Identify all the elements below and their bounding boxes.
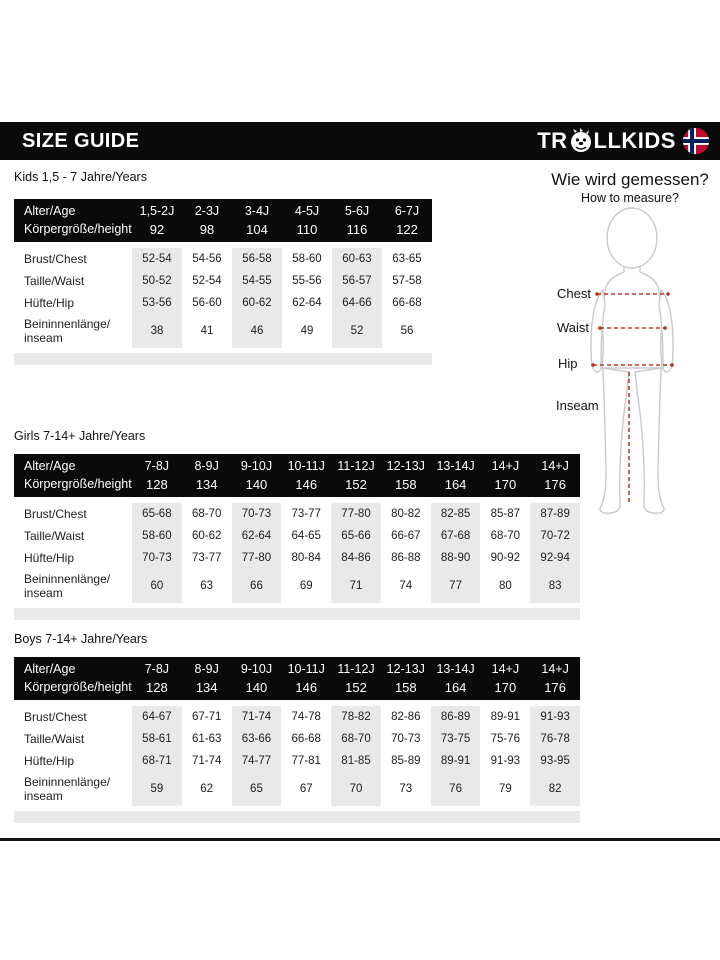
table-cell: 66-67 <box>391 530 421 542</box>
table-cell: 85-87 <box>490 508 521 520</box>
table-cell: 81-85 <box>331 750 381 772</box>
row-label: Körpergröße/height <box>24 680 132 694</box>
table-cell: 60 <box>132 569 182 603</box>
table-cell: 59 <box>132 772 182 806</box>
table-cell: 52-54 <box>132 248 182 270</box>
table-cell: 7-8J <box>144 459 170 473</box>
table-cell: 2-3J <box>194 204 220 218</box>
table-cell: 77 <box>431 569 481 603</box>
kids-section-title: Kids 1,5 - 7 Jahre/Years <box>14 170 147 184</box>
table-cell: 88-90 <box>431 547 481 569</box>
table-cell: 13-14J <box>436 662 475 676</box>
table-cell: 8-9J <box>194 459 219 473</box>
table-cell: 74-77 <box>232 750 282 772</box>
table-cell: 68-70 <box>331 728 381 750</box>
table-cell: 77-81 <box>291 755 321 767</box>
table-cell: 49 <box>300 325 314 337</box>
header-row <box>14 660 580 678</box>
table-cell: 58-60 <box>132 525 182 547</box>
table-cell: 14+J <box>541 662 569 676</box>
table-cell: 67-68 <box>431 525 481 547</box>
table-cell: 71-74 <box>191 755 222 767</box>
boys-section-title: Boys 7-14+ Jahre/Years <box>14 632 148 646</box>
table-cell: 56-57 <box>332 270 382 292</box>
table-cell: 9-10J <box>240 459 273 473</box>
kids-size-table <box>14 199 432 365</box>
table-cell: 41 <box>200 325 214 337</box>
chest-label: Chest <box>557 286 591 301</box>
waist-label: Waist <box>557 320 590 335</box>
row-label: Taille/Waist <box>24 274 85 288</box>
table-cell: 68-70 <box>490 530 521 542</box>
table-cell: 74 <box>399 580 413 592</box>
page-title: SIZE GUIDE <box>22 129 140 152</box>
table-cell: 64-65 <box>291 530 321 542</box>
table-cell: 89-91 <box>490 711 521 723</box>
row-label-line2: inseam <box>24 789 63 803</box>
table-cell: 6-7J <box>394 204 420 218</box>
table-header <box>14 199 432 242</box>
table-cell: 71 <box>331 569 381 603</box>
table-cell: 170 <box>494 679 517 695</box>
table-row <box>14 772 580 806</box>
table-row <box>14 525 580 547</box>
header-row <box>14 220 432 238</box>
table-cell: 52 <box>332 314 382 348</box>
table-cell: 176 <box>544 476 566 492</box>
table-cell: 46 <box>232 314 282 348</box>
table-cell: 68-70 <box>191 508 222 520</box>
row-label: Alter/Age <box>24 204 76 218</box>
table-cell: 64-67 <box>132 706 182 728</box>
bottom-divider-line <box>0 838 720 841</box>
table-cell: 86-89 <box>431 706 481 728</box>
table-cell: 73 <box>399 783 413 795</box>
table-cell: 164 <box>444 679 467 695</box>
table-cell: 62-64 <box>292 297 322 309</box>
table-cell: 63 <box>200 580 214 592</box>
row-label-line2: inseam <box>24 331 63 345</box>
table-row <box>14 314 432 348</box>
brand-wordmark <box>537 128 676 154</box>
header-row <box>14 678 580 696</box>
table-cell: 77-80 <box>232 547 282 569</box>
table-cell: 87-89 <box>530 503 580 525</box>
troll-face-icon <box>569 128 593 154</box>
table-cell: 69 <box>299 580 313 592</box>
table-cell: 104 <box>246 221 268 237</box>
table-cell: 90-92 <box>490 552 521 564</box>
table-cell: 158 <box>394 679 417 695</box>
measure-title-german: Wie wird gemessen? <box>551 170 709 189</box>
table-cell: 66-68 <box>392 297 422 309</box>
table-cell: 84-86 <box>331 547 381 569</box>
table-cell: 91-93 <box>490 755 521 767</box>
table-cell: 128 <box>146 679 168 695</box>
table-header <box>14 454 580 497</box>
table-cell: 70-73 <box>232 503 282 525</box>
table-cell: 70-73 <box>391 733 421 745</box>
table-cell: 4-5J <box>294 204 320 218</box>
table-cell: 1,5-2J <box>139 204 175 218</box>
table-cell: 8-9J <box>194 662 219 676</box>
row-label: Alter/Age <box>24 662 76 676</box>
table-cell: 89-91 <box>431 750 481 772</box>
table-cell: 14+J <box>541 459 569 473</box>
table-row <box>14 728 580 750</box>
table-cell: 140 <box>245 679 268 695</box>
row-label: Brust/Chest <box>24 252 87 266</box>
brand-text-prefix: TR <box>537 128 568 153</box>
table-footer-strip <box>14 353 432 365</box>
table-cell: 14+J <box>491 662 520 676</box>
table-cell: 76 <box>431 772 481 806</box>
table-cell: 54-55 <box>232 270 282 292</box>
body-outline <box>591 208 673 513</box>
table-cell: 70 <box>331 772 381 806</box>
table-cell: 80 <box>498 580 512 592</box>
table-row <box>14 270 432 292</box>
table-cell: 110 <box>296 221 318 237</box>
table-cell: 64-66 <box>332 292 382 314</box>
header-row <box>14 475 580 493</box>
table-cell: 122 <box>396 221 418 237</box>
row-label: Hüfte/Hip <box>24 754 75 768</box>
table-cell: 66-68 <box>291 733 321 745</box>
table-cell: 70-73 <box>132 547 182 569</box>
table-cell: 11-12J <box>337 662 375 676</box>
table-cell: 65 <box>232 772 282 806</box>
table-cell: 134 <box>195 679 218 695</box>
row-label: Hüfte/Hip <box>24 551 75 565</box>
table-cell: 82 <box>530 772 580 806</box>
table-cell: 152 <box>345 476 367 492</box>
table-cell: 65-66 <box>331 525 381 547</box>
table-cell: 170 <box>494 476 517 492</box>
table-cell: 62 <box>200 783 214 795</box>
row-label: Körpergröße/height <box>24 477 132 491</box>
table-row <box>14 569 580 603</box>
table-cell: 11-12J <box>337 459 375 473</box>
table-cell: 80-84 <box>291 552 321 564</box>
table-cell: 164 <box>444 476 467 492</box>
table-cell: 74-78 <box>291 711 321 723</box>
table-cell: 67-71 <box>191 711 222 723</box>
table-header <box>14 657 580 700</box>
table-cell: 66 <box>232 569 282 603</box>
table-cell: 134 <box>195 476 218 492</box>
row-label: Brust/Chest <box>24 507 87 521</box>
table-cell: 73-77 <box>191 552 222 564</box>
table-cell: 158 <box>394 476 417 492</box>
table-cell: 12-13J <box>386 662 425 676</box>
header-row <box>14 202 432 220</box>
table-cell: 140 <box>245 476 268 492</box>
table-cell: 60-62 <box>191 530 222 542</box>
table-cell: 10-11J <box>287 459 325 473</box>
table-row <box>14 503 580 525</box>
table-cell: 70-72 <box>530 525 580 547</box>
row-label: Alter/Age <box>24 459 76 473</box>
table-cell: 5-6J <box>344 204 370 218</box>
table-cell: 71-74 <box>232 706 282 728</box>
table-cell: 176 <box>544 679 566 695</box>
table-row <box>14 292 432 314</box>
row-label: Beininnenlänge/ inseam <box>14 317 132 345</box>
table-footer-strip <box>14 608 580 620</box>
row-label: Taille/Waist <box>24 732 85 746</box>
inseam-label: Inseam <box>556 398 599 413</box>
table-cell: 146 <box>295 476 318 492</box>
table-cell: 83 <box>530 569 580 603</box>
table-body <box>14 503 580 603</box>
table-cell: 65-68 <box>132 503 182 525</box>
table-cell: 56-58 <box>232 248 282 270</box>
table-cell: 82-86 <box>391 711 421 723</box>
row-label: Körpergröße/height <box>24 222 132 236</box>
table-footer-strip <box>14 811 580 823</box>
table-cell: 57-58 <box>392 275 422 287</box>
table-body <box>14 248 432 348</box>
table-cell: 58-61 <box>132 728 182 750</box>
measure-title-english: How to measure? <box>581 191 679 205</box>
table-cell: 58-60 <box>292 253 322 265</box>
table-cell: 92-94 <box>530 547 580 569</box>
table-cell: 79 <box>498 783 512 795</box>
table-cell: 14+J <box>491 459 520 473</box>
table-cell: 52-54 <box>192 275 222 287</box>
table-cell: 50-52 <box>132 270 182 292</box>
table-cell: 60-62 <box>232 292 282 314</box>
table-cell: 9-10J <box>240 662 273 676</box>
row-label: Taille/Waist <box>24 529 85 543</box>
table-row <box>14 750 580 772</box>
table-cell: 98 <box>199 221 215 237</box>
table-cell: 63-65 <box>392 253 422 265</box>
table-cell: 13-14J <box>436 459 475 473</box>
girls-size-table <box>14 454 580 620</box>
table-cell: 93-95 <box>530 750 580 772</box>
table-cell: 12-13J <box>386 459 425 473</box>
table-cell: 67 <box>299 783 313 795</box>
table-cell: 56-60 <box>192 297 222 309</box>
table-cell: 54-56 <box>192 253 222 265</box>
table-row <box>14 248 432 270</box>
table-cell: 53-56 <box>132 292 182 314</box>
table-cell: 75-76 <box>490 733 521 745</box>
table-cell: 10-11J <box>287 662 325 676</box>
brand-bar <box>0 122 720 160</box>
row-label-line2: inseam <box>24 586 63 600</box>
table-body <box>14 706 580 806</box>
table-cell: 92 <box>149 221 165 237</box>
table-row <box>14 547 580 569</box>
table-cell: 73-75 <box>431 728 481 750</box>
table-cell: 76-78 <box>530 728 580 750</box>
table-cell: 116 <box>346 221 368 237</box>
trollkids-logo <box>537 127 710 155</box>
norway-flag-icon <box>682 127 710 155</box>
hip-label: Hip <box>558 356 578 371</box>
table-cell: 68-71 <box>132 750 182 772</box>
table-cell: 80-82 <box>391 508 421 520</box>
table-cell: 78-82 <box>331 706 381 728</box>
table-cell: 77-80 <box>331 503 381 525</box>
girls-section-title: Girls 7-14+ Jahre/Years <box>14 429 146 443</box>
table-row <box>14 706 580 728</box>
table-cell: 62-64 <box>232 525 282 547</box>
table-cell: 61-63 <box>191 733 222 745</box>
table-cell: 82-85 <box>431 503 481 525</box>
row-label: Brust/Chest <box>24 710 87 724</box>
table-cell: 38 <box>132 314 182 348</box>
row-label: Beininnenlänge/ inseam <box>14 572 132 600</box>
row-label: Hüfte/Hip <box>24 296 75 310</box>
table-cell: 152 <box>345 679 367 695</box>
row-label: Beininnenlänge/ inseam <box>14 775 132 803</box>
table-cell: 7-8J <box>144 662 170 676</box>
table-cell: 55-56 <box>292 275 322 287</box>
table-cell: 146 <box>295 679 318 695</box>
table-cell: 86-88 <box>391 552 421 564</box>
table-cell: 73-77 <box>291 508 321 520</box>
table-cell: 91-93 <box>530 706 580 728</box>
boys-size-table <box>14 657 580 823</box>
table-cell: 63-66 <box>232 728 282 750</box>
table-cell: 85-89 <box>391 755 421 767</box>
header-row <box>14 457 580 475</box>
table-cell: 128 <box>146 476 168 492</box>
table-cell: 56 <box>400 325 414 337</box>
brand-text-suffix: LLKIDS <box>593 128 676 153</box>
table-cell: 60-63 <box>332 248 382 270</box>
table-cell: 3-4J <box>244 204 270 218</box>
